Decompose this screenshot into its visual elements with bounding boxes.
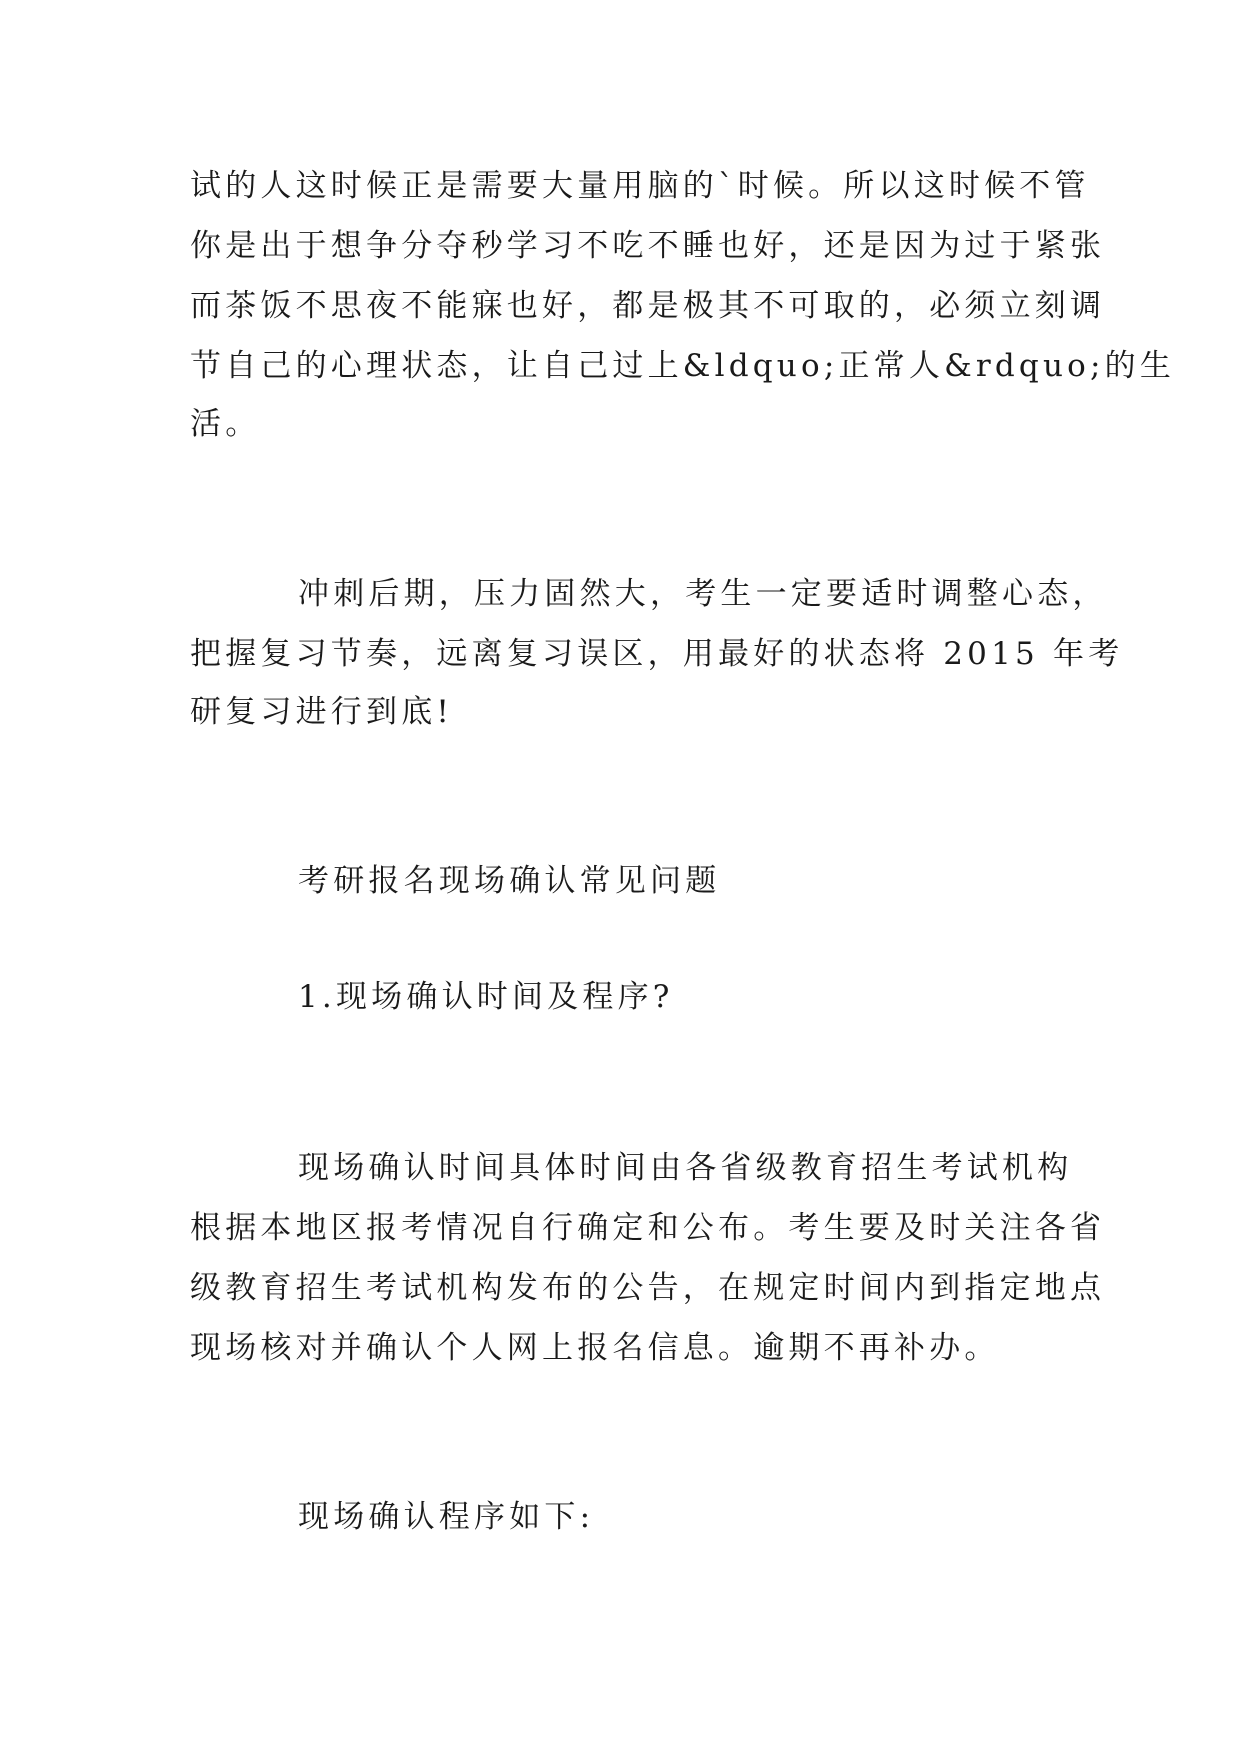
paragraph-line: 根据本地区报考情况自行确定和公布。考生要及时关注各省 — [190, 1210, 1106, 1246]
paragraph-line: 研复习进行到底! — [190, 694, 454, 730]
paragraph-line: 现场确认程序如下: — [298, 1499, 595, 1535]
paragraph-line: 级教育招生考试机构发布的公告，在规定时间内到指定地点 — [190, 1270, 1106, 1306]
paragraph-line: 而茶饭不思夜不能寐也好，都是极其不可取的，必须立刻调 — [190, 288, 1106, 324]
question-heading: 1.现场确认时间及程序? — [298, 979, 674, 1015]
paragraph-line: 现场核对并确认个人网上报名信息。逾期不再补办。 — [190, 1330, 1000, 1366]
paragraph-line: 试的人这时候正是需要大量用脑的`时候。所以这时候不管 — [190, 168, 1090, 204]
paragraph-line: 冲刺后期，压力固然大，考生一定要适时调整心态， — [298, 576, 1108, 612]
paragraph-line: 你是出于想争分夺秒学习不吃不睡也好，还是因为过于紧张 — [190, 228, 1106, 264]
paragraph-line: 活。 — [190, 406, 261, 442]
section-heading: 考研报名现场确认常见问题 — [298, 863, 721, 899]
paragraph-line: 把握复习节奏，远离复习误区，用最好的状态将 2015 年考 — [190, 636, 1124, 672]
paragraph-line: 节自己的心理状态，让自己过上&ldquo;正常人&rdquo;的生 — [190, 348, 1176, 384]
paragraph-line: 现场确认时间具体时间由各省级教育招生考试机构 — [298, 1150, 1073, 1186]
